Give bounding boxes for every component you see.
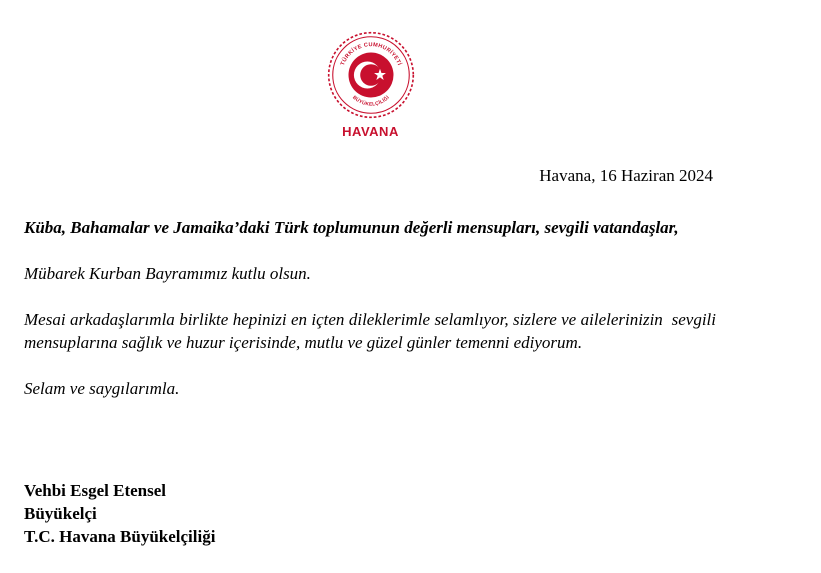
letter-date: Havana, 16 Haziran 2024 xyxy=(539,166,713,185)
signatory-title: Büyükelçi xyxy=(24,504,97,523)
signatory-institution: T.C. Havana Büyükelçiliği xyxy=(24,527,216,546)
letter-body xyxy=(24,216,721,423)
seal-top-text: TÜRKİYE CUMHURİYETİ xyxy=(339,42,402,67)
signatory-name: Vehbi Esgel Etensel xyxy=(24,481,167,500)
seal-bottom-text: BÜYÜKELÇİLİĞİ xyxy=(350,95,391,108)
greeting-paragraph: Mübarek Kurban Bayramımız kutlu olsun. xyxy=(24,264,311,283)
wishes-paragraph: Mesai arkadaşlarımla birlikte hepinizi en içten dileklerimle selamlıyor, sizlere ve ailelerinizin sevgili mensuplarına sağlık ve huzur içerisinde, mutlu ve güzel günler temenni ediyorum. xyxy=(24,310,721,352)
salutation: Küba, Bahamalar ve Jamaika’daki Türk toplumunun değerli mensupları, sevgili vatandaşlar, xyxy=(24,218,679,237)
crescent-star-seal-icon xyxy=(326,30,416,120)
letterhead xyxy=(0,30,741,139)
mission-name: HAVANA xyxy=(342,124,399,139)
signature-block xyxy=(24,479,215,548)
closing-paragraph: Selam ve saygılarımla. xyxy=(24,379,180,398)
